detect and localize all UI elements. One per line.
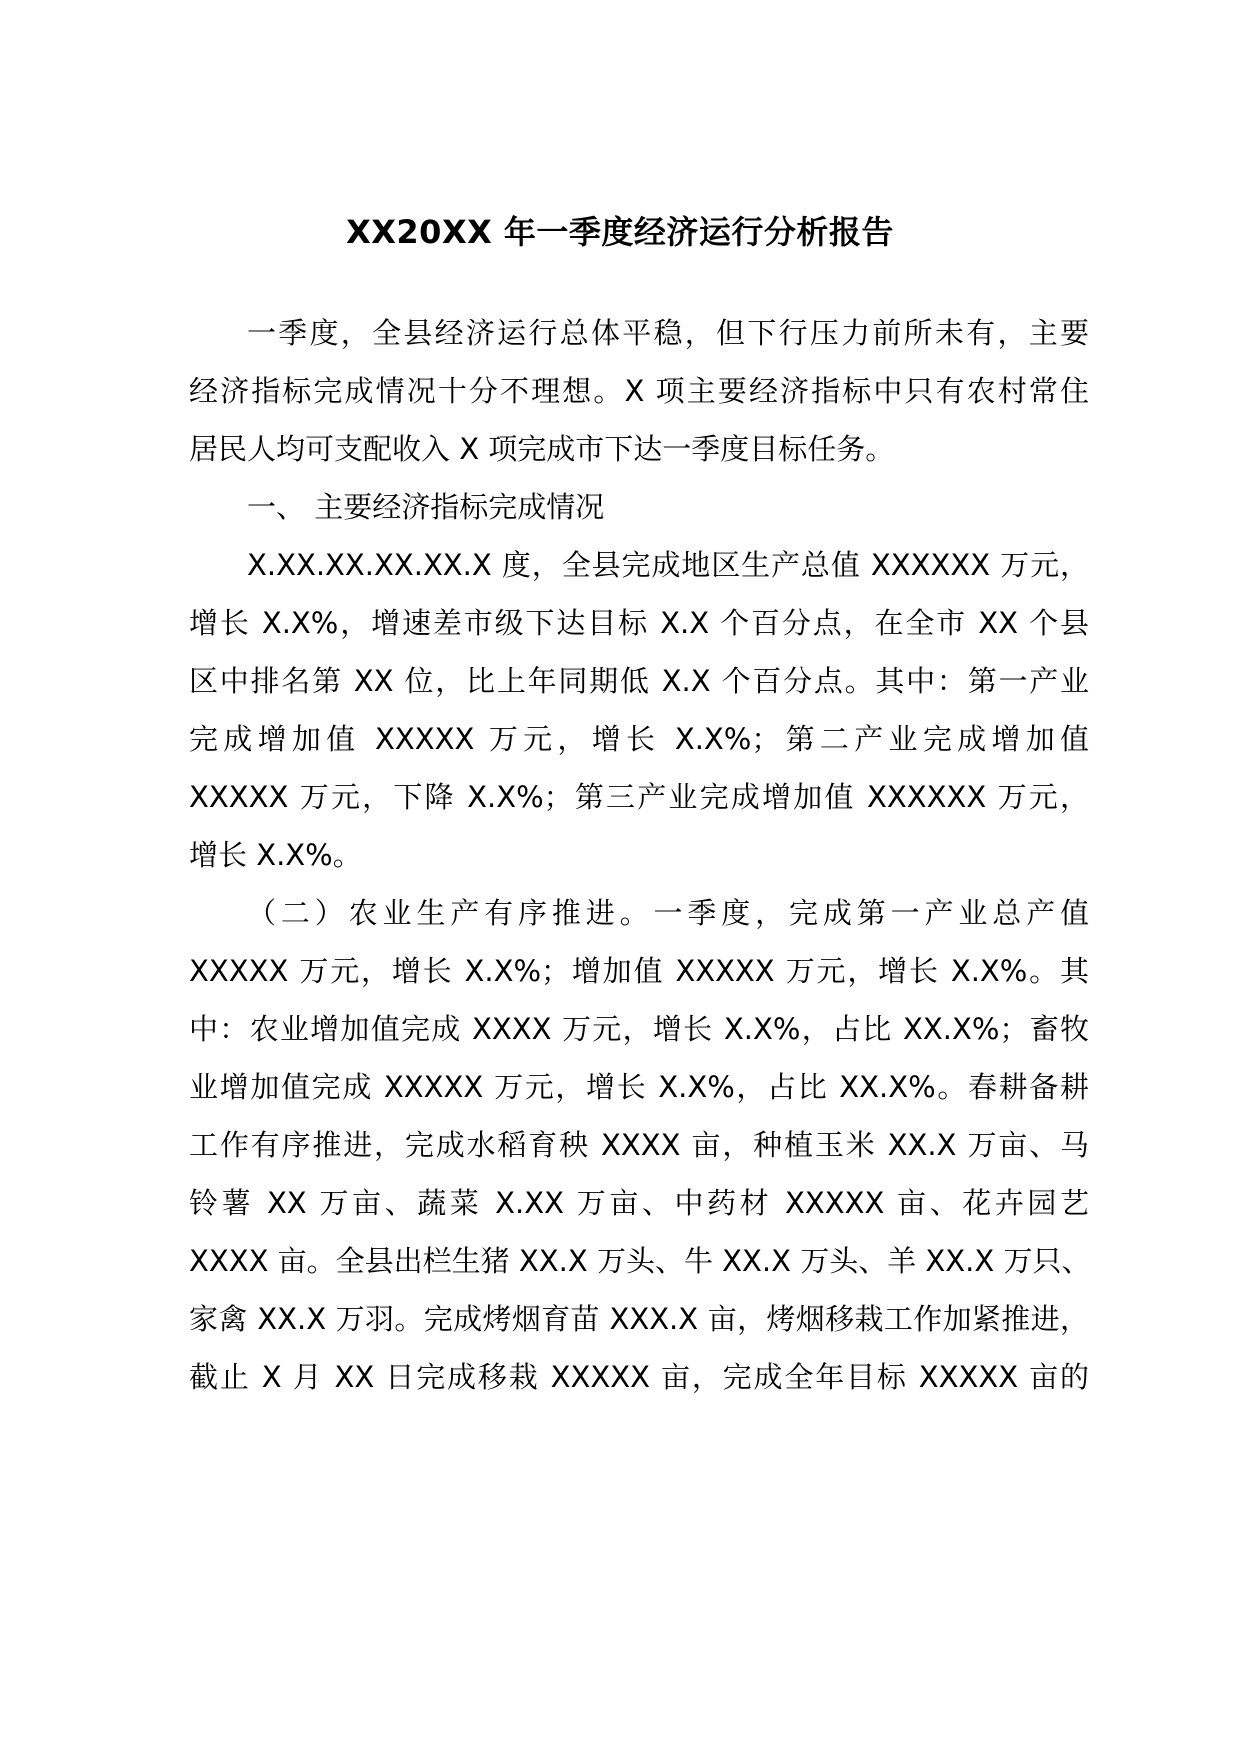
paragraph-line: XXXXX 万元，增长 X.X%；增加值 XXXXX 万元，增长 X.X%。其 bbox=[189, 954, 1089, 988]
paragraph-line: 完成增加值 XXXXX 万元，增长 X.X%；第二产业完成增加值 bbox=[189, 722, 1089, 756]
paragraph-line: 经济指标完成情况十分不理想。X 项主要经济指标中只有农村常住 bbox=[189, 374, 1089, 408]
paragraph-line: XXXX 亩。全县出栏生猪 XX.X 万头、牛 XX.X 万头、羊 XX.X 万只、 bbox=[189, 1244, 1091, 1278]
paragraph-line: 业增加值完成 XXXXX 万元，增长 X.X%，占比 XX.X%。春耕备耕 bbox=[189, 1070, 1089, 1104]
paragraph-line: （二）农业生产有序推进。一季度，完成第一产业总产值 bbox=[247, 896, 1089, 930]
document-title: XX20XX 年一季度经济运行分析报告 bbox=[346, 213, 894, 251]
paragraph-line: 增长 X.X%，增速差市级下达目标 X.X 个百分点，在全市 XX 个县 bbox=[189, 606, 1089, 640]
paragraph-line: X.XX.XX.XX.XX.X 度，全县完成地区生产总值 XXXXXX 万元， bbox=[247, 548, 1089, 582]
paragraph-line: 区中排名第 XX 位，比上年同期低 X.X 个百分点。其中：第一产业 bbox=[189, 664, 1089, 698]
paragraph-line: 家禽 XX.X 万羽。完成烤烟育苗 XXX.X 亩，烤烟移栽工作加紧推进， bbox=[189, 1302, 1089, 1336]
paragraph-line: 中：农业增加值完成 XXXX 万元，增长 X.X%，占比 XX.X%；畜牧 bbox=[189, 1012, 1089, 1046]
paragraph-line: 居民人均可支配收入 X 项完成市下达一季度目标任务。 bbox=[189, 432, 895, 466]
section-heading: 一、 主要经济指标完成情况 bbox=[247, 490, 605, 524]
paragraph-line: 增长 X.X%。 bbox=[189, 838, 362, 872]
paragraph-line: 一季度，全县经济运行总体平稳，但下行压力前所未有，主要 bbox=[247, 316, 1089, 350]
paragraph-line: XXXXX 万元，下降 X.X%；第三产业完成增加值 XXXXXX 万元， bbox=[189, 780, 1089, 814]
paragraph-line: 铃薯 XX 万亩、蔬菜 X.XX 万亩、中药材 XXXXX 亩、花卉园艺 bbox=[189, 1186, 1089, 1220]
paragraph-line: 工作有序推进，完成水稻育秧 XXXX 亩，种植玉米 XX.X 万亩、马 bbox=[189, 1128, 1089, 1162]
paragraph-line: 截止 X 月 XX 日完成移栽 XXXXX 亩，完成全年目标 XXXXX 亩的 bbox=[189, 1360, 1089, 1394]
